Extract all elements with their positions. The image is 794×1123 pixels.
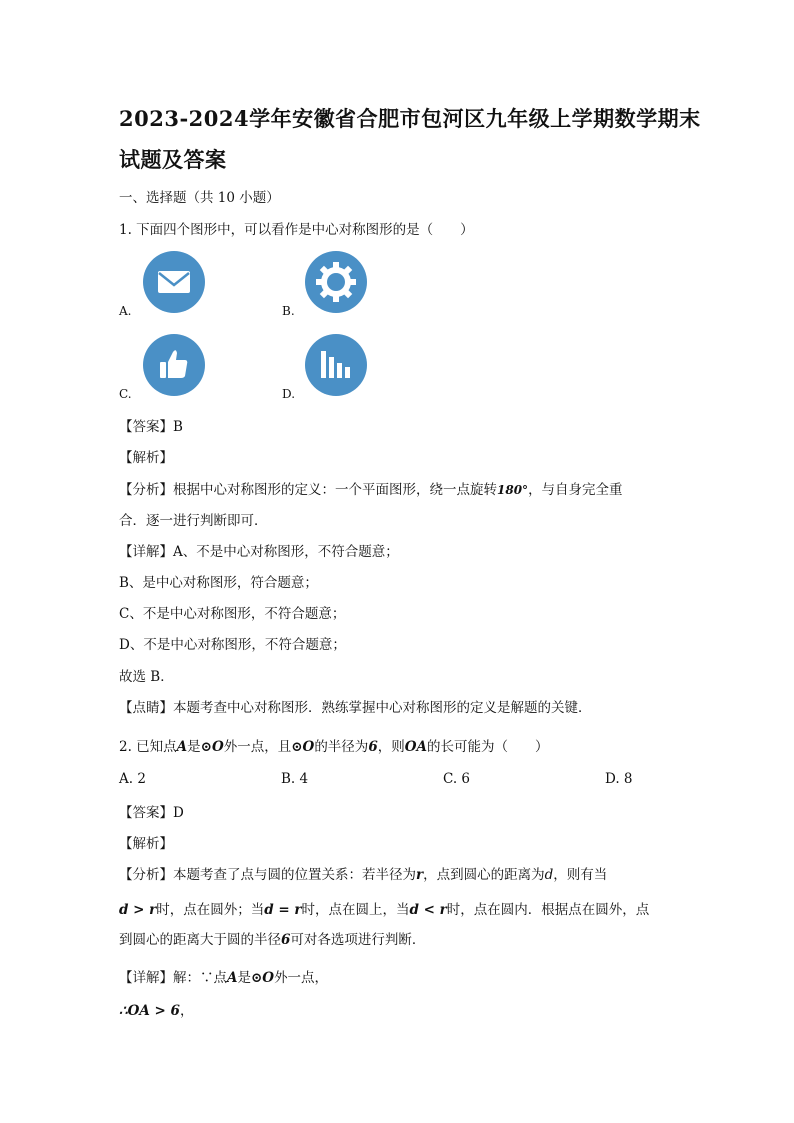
q2-fenxi-part5: 时，点在圆上，当 bbox=[301, 902, 410, 918]
q2-detail-part2: 是 bbox=[237, 970, 251, 986]
q2-math-six-2: 6 bbox=[281, 932, 291, 948]
q2-fenxi-part2: ，点到圆心的距离为 bbox=[423, 867, 545, 883]
q2-fenxi-part6: 时，点在圆内．根据点在圆外，点 bbox=[446, 902, 650, 918]
q1-detail-line1 bbox=[119, 540, 399, 560]
q1-fenxi-line1 bbox=[119, 478, 623, 498]
q1-fenxi-text-b: ，与自身完全重 bbox=[528, 482, 623, 498]
q2-math-r: r bbox=[416, 867, 424, 883]
q1-detail-d: D、不是中心对称图形，不符合题意； bbox=[119, 637, 346, 653]
q2-detail-line2 bbox=[119, 999, 193, 1019]
q2-detail-end: ， bbox=[179, 1003, 194, 1019]
q2-math-a: A bbox=[176, 739, 188, 755]
section-heading: 一、选择题（共 10 小题） bbox=[119, 190, 280, 206]
q2-math-d: d bbox=[544, 867, 554, 883]
q2-stem-part4: 的半径为 bbox=[314, 739, 369, 755]
q1-tip-tag: 【点睛】 bbox=[119, 700, 173, 716]
q2-option-c: C. 6 bbox=[443, 771, 471, 787]
q2-math-d-lt-r: d < r bbox=[409, 902, 447, 918]
q1-fenxi-tag: 【分析】 bbox=[119, 482, 173, 498]
q2-stem-part2: 是 bbox=[187, 739, 201, 755]
q1-option-b-label: B. bbox=[282, 304, 295, 318]
q1-tip-text: 本题考查中心对称图形．熟练掌握中心对称图形的定义是解题的关键． bbox=[173, 700, 592, 716]
q1-fenxi-line2: 合．逐一进行判断即可． bbox=[119, 513, 268, 529]
q2-option-b: B. 4 bbox=[281, 771, 309, 787]
q1-option-c-label: C. bbox=[119, 387, 132, 401]
q2-fenxi-part8: 可对各选项进行判断． bbox=[290, 932, 426, 948]
q2-stem-part5: ，则 bbox=[377, 739, 405, 755]
q2-fenxi-line2 bbox=[119, 898, 649, 918]
q2-stem-part3: 外一点，且 bbox=[223, 739, 292, 755]
q1-detail-tag: 【详解】 bbox=[119, 544, 173, 560]
q2-math-d-gt-r: d > r bbox=[119, 902, 157, 918]
q2-math-circle-o: ⊙O bbox=[200, 739, 224, 755]
q2-answer: 【答案】D bbox=[119, 805, 184, 821]
q2-math-circle-o-2: ⊙O bbox=[291, 739, 315, 755]
q1-detail-a: A、不是中心对称图形，不符合题意； bbox=[173, 544, 399, 560]
q2-analysis-head: 【解析】 bbox=[119, 836, 173, 852]
page-title-line2: 试题及答案 bbox=[119, 147, 227, 172]
q2-stem bbox=[119, 735, 548, 755]
page-title-line1: 2023-2024学年安徽省合肥市包河区九年级上学期数学期末 bbox=[119, 106, 701, 131]
q1-option-a-label: A. bbox=[119, 304, 132, 318]
gear-icon bbox=[305, 251, 367, 313]
q1-detail-c: C、不是中心对称图形，不符合题意； bbox=[119, 606, 346, 622]
q2-option-a: A. 2 bbox=[119, 771, 146, 787]
q1-fenxi-text-a: 根据中心对称图形的定义：一个平面图形，绕一点旋转 bbox=[173, 482, 497, 498]
q1-stem: 1. 下面四个图形中，可以看作是中心对称图形的是（ ） bbox=[119, 222, 474, 238]
q2-math-a-2: A bbox=[227, 970, 238, 986]
envelope-icon bbox=[143, 251, 205, 313]
q2-stem-part1: 2. 已知点 bbox=[119, 739, 177, 755]
q1-option-d-label: D. bbox=[282, 387, 296, 401]
q1-fenxi-math: 180° bbox=[497, 483, 529, 497]
q2-fenxi-line1 bbox=[119, 863, 607, 883]
q2-math-circle-o-3: ⊙O bbox=[250, 970, 275, 986]
bar-chart-icon bbox=[305, 334, 367, 396]
q2-detail-line1 bbox=[119, 966, 328, 986]
q2-option-d: D. 8 bbox=[605, 771, 633, 787]
q2-math-six: 6 bbox=[368, 739, 378, 755]
q2-fenxi-tag: 【分析】 bbox=[119, 867, 173, 883]
thumbs-up-icon bbox=[143, 334, 205, 396]
q1-tip-line bbox=[119, 696, 592, 716]
q2-fenxi-part1: 本题考查了点与圆的位置关系：若半径为 bbox=[173, 867, 416, 883]
q1-answer: 【答案】B bbox=[119, 419, 183, 435]
q2-detail-part3: 外一点， bbox=[274, 970, 329, 986]
q2-fenxi-part7: 到圆心的距离大于圆的半径 bbox=[119, 932, 281, 948]
q2-math-oa: OA bbox=[404, 739, 427, 755]
q2-math-oa-gt-6: ∴OA > 6 bbox=[119, 1003, 180, 1019]
q2-detail-part1: 解：∵点 bbox=[173, 970, 227, 986]
q1-choose: 故选 B． bbox=[119, 669, 174, 685]
q2-math-d-eq-r: d = r bbox=[264, 902, 302, 918]
q1-detail-b: B、是中心对称图形，符合题意； bbox=[119, 575, 318, 591]
q2-stem-part6: 的长可能为（ ） bbox=[426, 739, 549, 755]
q2-fenxi-part4: 时，点在圆外；当 bbox=[156, 902, 265, 918]
q2-fenxi-part3: ，则有当 bbox=[553, 867, 608, 883]
q2-detail-tag: 【详解】 bbox=[119, 970, 173, 986]
q2-fenxi-line3 bbox=[119, 928, 425, 948]
q1-analysis-head: 【解析】 bbox=[119, 450, 173, 466]
